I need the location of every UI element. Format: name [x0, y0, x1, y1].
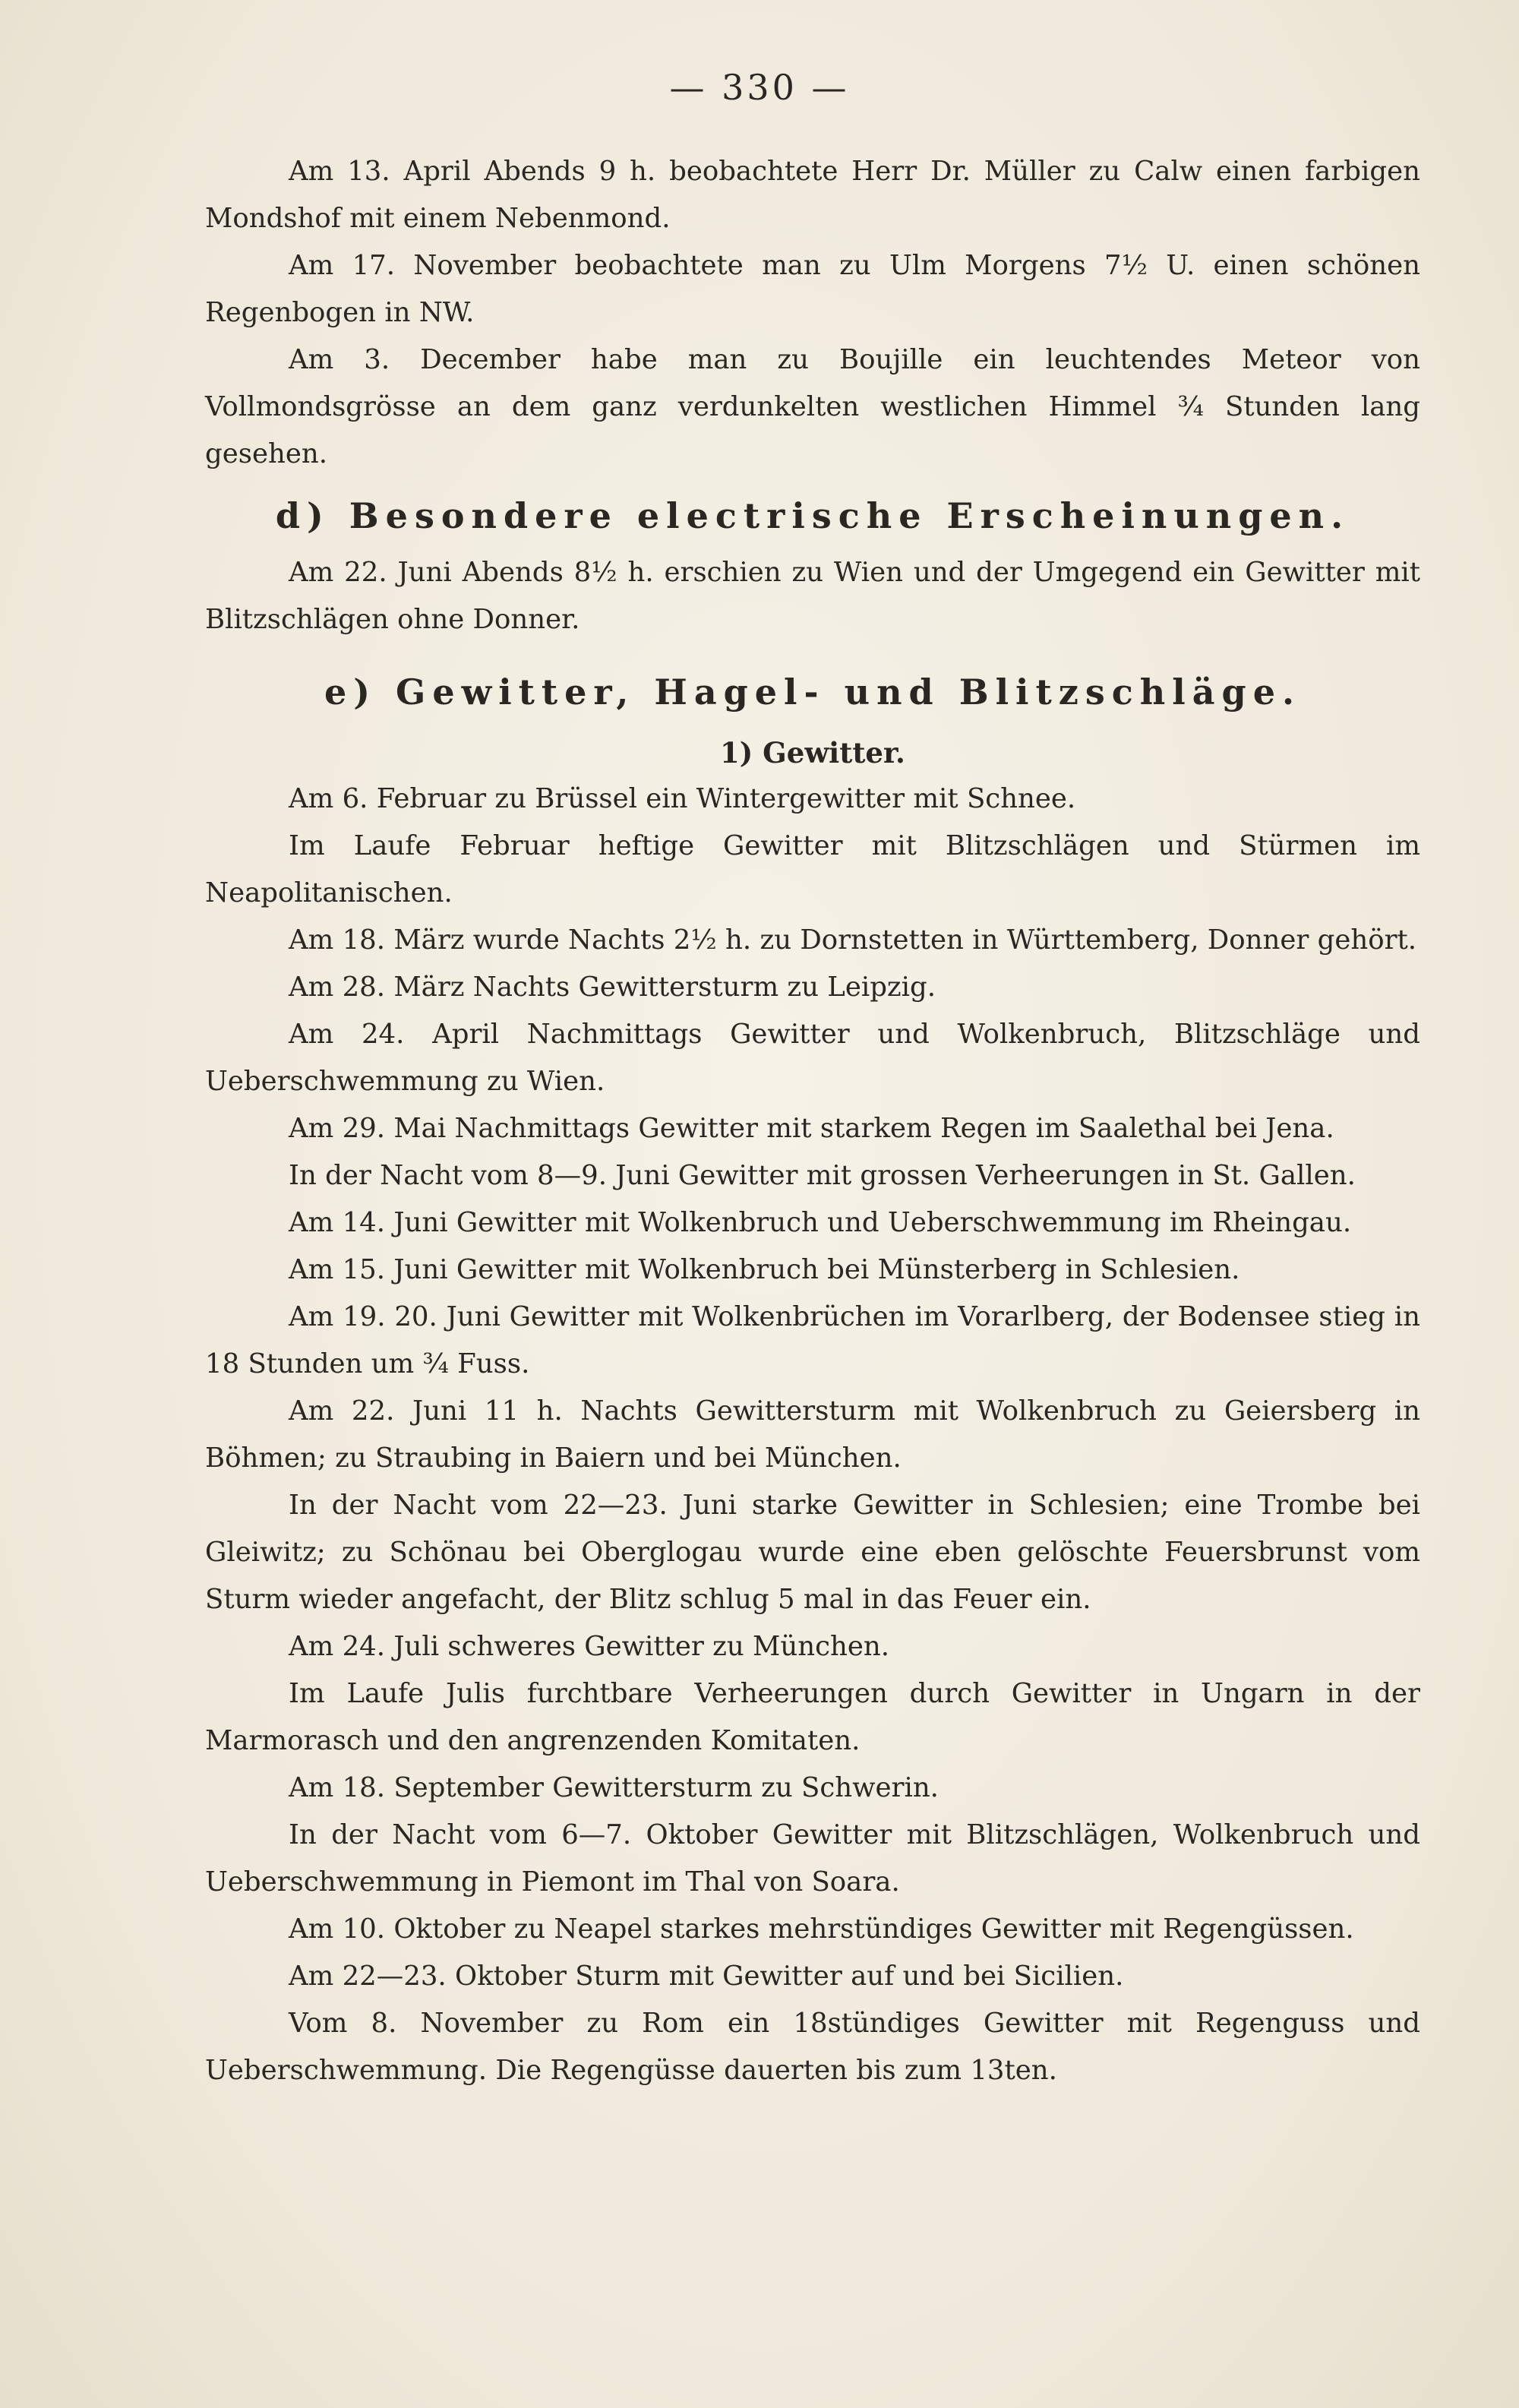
paragraph: Am 24. April Nachmittags Gewitter und Wolkenbruch, Blitzschläge und Ueberschwemmung zu Wien.	[205, 1019, 1420, 1097]
section-thunderstorms	[205, 665, 1420, 2094]
paragraph: Am 22—23. Oktober Sturm mit Gewitter auf und bei Sicilien.	[289, 1961, 1124, 1992]
paragraph: Am 10. Oktober zu Neapel starkes mehrstündiges Gewitter mit Regengüssen.	[289, 1913, 1354, 1945]
page-number: — 330 —	[669, 67, 850, 108]
paragraph: Im Laufe Februar heftige Gewitter mit Blitzschlägen und Stürmen im Neapolitanischen.	[205, 830, 1420, 909]
paragraph: Am 13. April Abends 9 h. beobachtete Herr Dr. Müller zu Calw einen farbigen Mondshof mit einem Nebenmond.	[205, 156, 1420, 234]
paragraph: Am 18. März wurde Nachts 2½ h. zu Dornstetten in Württemberg, Donner gehört.	[289, 924, 1417, 956]
page-body	[205, 148, 1420, 2094]
paragraph: Am 29. Mai Nachmittags Gewitter mit starkem Regen im Saalethal bei Jena.	[289, 1113, 1334, 1144]
subsection-heading: 1) Gewitter.	[720, 736, 905, 769]
paragraph: Am 19. 20. Juni Gewitter mit Wolkenbrüchen im Vorarlberg, der Bodensee stieg in 18 Stunden um ¾ Fuss.	[205, 1301, 1420, 1379]
paragraph: Am 3. December habe man zu Boujille ein leuchtendes Meteor von Vollmondsgrösse an dem ganz verdunkelten westlichen Himmel ¾ Stunden lang gesehen.	[205, 344, 1420, 469]
paragraph: Am 6. Februar zu Brüssel ein Wintergewitter mit Schnee.	[289, 783, 1076, 814]
paragraph: In der Nacht vom 22—23. Juni starke Gewitter in Schlesien; eine Trombe bei Gleiwitz; zu Schönau bei Oberglogau wurde eine eben gelöschte Feuersbrunst vom Sturm wieder angefacht, der Blitz schlug 5 mal in das Feuer ein.	[205, 1490, 1420, 1615]
paragraph: Am 17. November beobachtete man zu Ulm Morgens 7½ U. einen schönen Regenbogen in NW.	[205, 250, 1420, 328]
paragraph: Am 24. Juli schweres Gewitter zu München.	[289, 1631, 889, 1662]
section-electric-phenomena	[205, 488, 1420, 643]
paragraph: Am 14. Juni Gewitter mit Wolkenbruch und Ueberschwemmung im Rheingau.	[289, 1207, 1352, 1238]
paragraph: Am 22. Juni 11 h. Nachts Gewittersturm mit Wolkenbruch zu Geiersberg in Böhmen; zu Straubing in Baiern und bei München.	[205, 1395, 1420, 1474]
paragraph: Am 28. März Nachts Gewittersturm zu Leipzig.	[289, 972, 936, 1003]
section-heading: d) Besondere electrische Erscheinungen.	[275, 495, 1350, 536]
paragraph: Im Laufe Julis furchtbare Verheerungen durch Gewitter in Ungarn in der Marmorasch und den angrenzenden Komitaten.	[205, 1678, 1420, 1756]
paragraph: In der Nacht vom 8—9. Juni Gewitter mit grossen Verheerungen in St. Gallen.	[289, 1160, 1356, 1191]
paragraph: Am 18. September Gewittersturm zu Schwerin.	[289, 1772, 939, 1803]
paragraph: Am 22. Juni Abends 8½ h. erschien zu Wien und der Umgegend ein Gewitter mit Blitzschlägen ohne Donner.	[205, 557, 1420, 635]
section-heading: e) Gewitter, Hagel- und Blitzschläge.	[324, 672, 1301, 713]
paragraph: Vom 8. November zu Rom ein 18stündiges Gewitter mit Regenguss und Ueberschwemmung. Die Regengüsse dauerten bis zum 13ten.	[205, 2008, 1420, 2086]
paragraph: In der Nacht vom 6—7. Oktober Gewitter mit Blitzschlägen, Wolkenbruch und Ueberschwemmung in Piemont im Thal von Soara.	[205, 1819, 1420, 1898]
paragraph: Am 15. Juni Gewitter mit Wolkenbruch bei Münsterberg in Schlesien.	[289, 1254, 1240, 1285]
intro-section	[205, 148, 1420, 478]
